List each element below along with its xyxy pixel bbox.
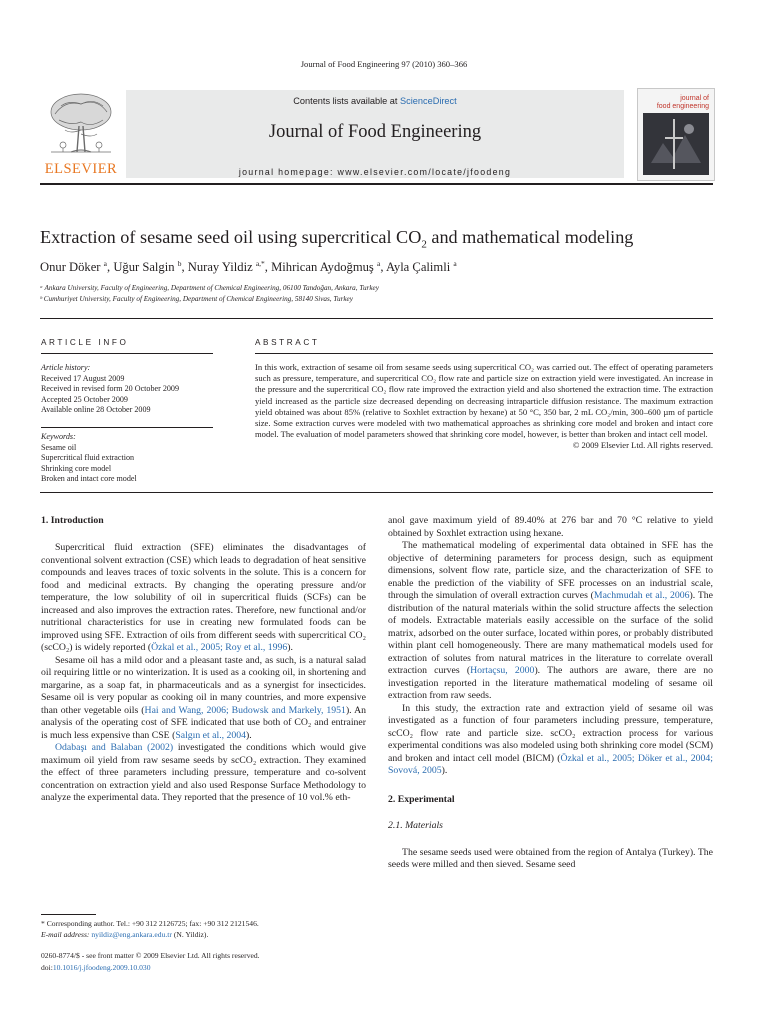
author[interactable]: Onur Döker $^a$ xyxy=(40,259,108,275)
abstract-body: In this work, extraction of sesame oil from sesame seeds using supercritical CO₂ was carried out. The effect of operating parameters such as pressure, temperature, and supercritical CO₂ flow rate and particle size on extraction yield were investigated. An increase in the pressure and the supercritical CO₂ flow rate improved the extraction yield and also shortened the extraction time. The extraction yield increased as the particle size decreased depending on decreasing intraparticle diffusion resistance. The maximum extraction yield obtained was about 85% (relative to Soxhlet extraction by hexane) at 50 °C, 350 bar, 2 mL CO₂/min, 300–600 µm of particle size. Some extraction curves were modeled with two mathematical approaches as shrinking core model and broken and intact core model. The evaluation of model parameters showed that shrinking core model, however, is better than broken and intact cell model. xyxy=(255,362,713,440)
keyword[interactable]: Broken and intact core model xyxy=(41,474,137,484)
contents-prefix: Contents lists available at xyxy=(293,96,401,106)
author[interactable]: Ayla Çalimli $^a$ xyxy=(385,259,457,275)
history-item: Accepted 25 October 2009 xyxy=(41,394,128,404)
paragraph: Sesame oil has a mild odor and a pleasant taste and, as such, is a natural salad oil requiring little or no winterization. It is used as a cooking oil, in shortening and margarine, as a soap fat, in pharmaceuticals and as a synergist for insecticides. Sesame oil is very popular as cooking oil in many countries, and more expensive than other vegetable oils (Hai and Wang, 2006; Budowsk and Markely, 1951). An analysis of the operating cost of SFE indicated that use both of CO₂ and entrainer is much less expensive than CSE (Salgın et al., 2004). xyxy=(41,654,367,741)
affiliation-divider xyxy=(40,318,713,319)
journal-cover[interactable] xyxy=(637,88,715,181)
abstract-copyright: © 2009 Elsevier Ltd. All rights reserved. xyxy=(572,440,713,451)
keywords-label: Keywords: xyxy=(41,432,76,441)
keyword[interactable]: Sesame oil xyxy=(41,442,77,452)
author-list: Onur Döker $^a$, Uğur Salgin $^b$, Nuray Yildiz $^{a,*}$, Mihrican Aydoğmuş $^a$, Ayla Çalimli $^a$ xyxy=(40,259,457,275)
corresponding-author-note: * Corresponding author. Tel.: +90 312 2126725; fax: +90 312 2121546. xyxy=(41,919,259,928)
keyword[interactable]: Supercritical fluid extraction xyxy=(41,453,135,463)
subsection-heading-materials: 2.1. Materials xyxy=(388,820,443,831)
author[interactable]: Nuray Yildiz $^{a,*}$ xyxy=(187,259,265,275)
journal-homepage[interactable]: journal homepage: www.elsevier.com/locate/jfoodeng xyxy=(238,167,512,177)
doi-link[interactable]: 10.1016/j.jfoodeng.2009.10.030 xyxy=(52,963,151,972)
contents-line xyxy=(126,96,624,106)
sciencedirect-link[interactable]: ScienceDirect xyxy=(400,96,457,106)
citation-link[interactable]: Özkal et al., 2005; Roy et al., 1996 xyxy=(151,642,288,653)
article-info-rule xyxy=(41,353,213,354)
affiliation-b: ᵇ Cumhuriyet University, Faculty of Engineering, Department of Chemical Engineering, 58140 Sivas, Turkey xyxy=(40,295,353,303)
citation-link[interactable]: Machmudah et al., 2006 xyxy=(593,590,690,601)
article-info-caption: ARTICLE INFO xyxy=(41,338,129,347)
title-post: and mathematical modeling xyxy=(426,227,634,247)
body-column-left xyxy=(41,542,366,805)
paragraph: Odabaşı and Balaban (2002) investigated the conditions which would give maximum oil yield from raw sesame seeds by scCO₂ extraction. They examined the effect of three parameters including pressure, temperature and co-solvent concentration on extraction yield and also used Response Surface Methodology to analyze the experimental data. They reported that the presence of 10 vol.% eth- xyxy=(41,742,367,803)
abstract-caption: ABSTRACT xyxy=(255,338,320,347)
paragraph: Supercritical fluid extraction (SFE) eliminates the disadvantages of conventional solvent extraction (CSE) which leads to degradation of heat sensitive compounds and leaves traces of toxic solvents in the solute. This is a concern for food and medicinal extracts. By changing the operating pressure and/or temperature, the low solubility of oil in supercritical fluids (SCFs) can be increased and also improves the extraction rates. Therefore, new functional and/or nutritional characteristics for use in creating new formulated foods can be improved using SFE. Extraction of oils from different seeds with supercritical CO₂ (scCO₂) is widely reported (Özkal et al., 2005; Roy et al., 1996). xyxy=(41,542,366,653)
paragraph: The sesame seeds used were obtained from the region of Antalya (Turkey). The seeds were milled and then sieved. Sesame seed xyxy=(388,846,713,870)
footnote-rule xyxy=(41,914,96,915)
keywords xyxy=(41,432,213,485)
section-heading-introduction: 1. Introduction xyxy=(41,515,104,526)
citation-link[interactable]: Salgın et al., 2004 xyxy=(175,729,247,741)
title-pre: Extraction of sesame seed oil using supercritical CO xyxy=(40,227,422,247)
journal-title: Journal of Food Engineering xyxy=(268,122,482,142)
body-column-right xyxy=(388,515,713,872)
journal-header-band xyxy=(126,90,624,178)
keywords-rule xyxy=(41,427,213,428)
affiliation-a: ᵃ Ankara University, Faculty of Engineering, Department of Chemical Engineering, 06100 Tandoğan, Ankara, Turkey xyxy=(40,284,379,292)
author[interactable]: Mihrican Aydoğmuş $^a$ xyxy=(271,259,381,275)
journal-reference: Journal of Food Engineering 97 (2010) 360–366 xyxy=(300,59,468,69)
citation-link[interactable]: Hortaçsu, 2000 xyxy=(470,665,535,676)
abstract-bottom-rule xyxy=(40,492,713,493)
keyword[interactable]: Shrinking core model xyxy=(41,463,112,473)
email-note: E-mail address: nyildiz@eng.ankara.edu.tr (N. Yildiz). xyxy=(41,930,209,939)
doi-line: doi:10.1016/j.jfoodeng.2009.10.030 xyxy=(41,963,151,972)
citation-link[interactable]: Hai and Wang, 2006; Budowsk and Markely, 1951 xyxy=(144,704,346,716)
cover-title xyxy=(657,95,709,111)
publisher-logo-text: ELSEVIER xyxy=(44,161,118,177)
abstract xyxy=(255,362,713,452)
author[interactable]: Uğur Salgin $^b$ xyxy=(113,259,182,275)
paragraph: The mathematical modeling of experimental data obtained in SFE has the objective of determining parameters for process design, such as equipment dimensions, solvent flow rate, particle size, and the characterization of SFE to enable the prediction of the viability of SFE processes on an industrial scale, through the simulation of overall extraction curves (Machmudah et al., 2006). The distribution of the natural materials within the solid structure affects the selection of models. Extractable materials easily accessible on the surface of the solid matrix, adsorbed on the outer surface, located within pores, or probably distributed within plant cell homogeneously. There are many mathematical models used for extraction of solutes from natural matrices in the literature to correlate overall extraction curves (Hortaçsu, 2000). The authors are aware, there are no investigation reported in the literature mathematical modeling of sesame oil extraction from raw seeds. xyxy=(388,540,714,701)
history-item: Received 17 August 2009 xyxy=(41,373,125,383)
issn-line: 0260-8774/$ - see front matter © 2009 Elsevier Ltd. All rights reserved. xyxy=(41,951,260,960)
abstract-rule xyxy=(255,353,713,354)
cover-title-line-1: journal of xyxy=(680,95,709,102)
paragraph: anol gave maximum yield of 89.40% at 276 bar and 70 °C relative to yield obtained by Soxhlet extraction using hexane. xyxy=(388,515,713,539)
section-heading-experimental: 2. Experimental xyxy=(388,793,455,805)
history-label: Article history: xyxy=(41,363,91,372)
elsevier-logo[interactable] xyxy=(41,90,121,178)
cover-image xyxy=(643,113,709,175)
history-item: Available online 28 October 2009 xyxy=(41,405,151,415)
citation-link[interactable]: Özkal et al., 2005; Döker et al., 2004; Sovová, 2005 xyxy=(388,752,713,776)
history-item: Received in revised form 20 October 2009 xyxy=(41,384,180,394)
citation-link[interactable]: Odabaşı and Balaban (2002) xyxy=(55,742,174,753)
paragraph: In this study, the extraction rate and extraction yield of sesame oil was investigated as a function of four parameters including pressure, temperature, scCO₂ flow rate and particle size. scCO₂ extraction process for various experimental conditions was also modeled using both shrinking core model (SCM) and broken and intact cell model (BICM) (Özkal et al., 2005; Döker et al., 2004; Sovová, 2005). xyxy=(388,702,713,776)
article-history xyxy=(41,363,213,416)
elsevier-tree-icon xyxy=(41,90,121,160)
header-divider xyxy=(40,183,713,185)
cover-photo-icon xyxy=(643,113,709,175)
cover-title-line-2: food engineering xyxy=(656,103,709,110)
email-link[interactable]: nyildiz@eng.ankara.edu.tr xyxy=(91,930,172,939)
paper-title xyxy=(40,227,740,251)
title-sub: 2 xyxy=(421,238,427,251)
